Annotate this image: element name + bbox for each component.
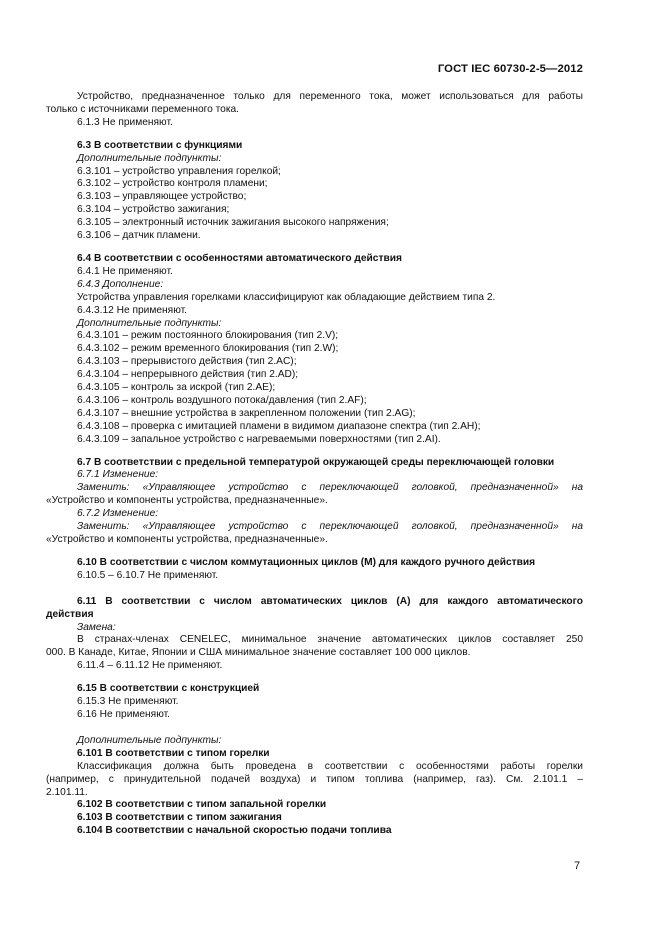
page-content	[46, 91, 583, 838]
replacement-label: Замена:	[77, 621, 116, 633]
section-6-101-title: 6.101 В соответствии с типом горелки	[77, 747, 270, 759]
replacement-text-a: В странах-членах CENELEC, минимальное значение автоматических циклов составляет 250	[77, 634, 583, 646]
clause-6-4-3-12: 6.4.3.12 Не применяют.	[77, 304, 187, 316]
list-item: 6.4.3.108 – проверка с имитацией пламени в видимом диапазоне спектра (тип 2.AH);	[77, 420, 481, 432]
clause-6-11-note: 6.11.4 – 6.11.12 Не применяют.	[77, 660, 223, 672]
list-item: 6.4.3.106 – контроль воздушного потока/давления (тип 2.AF);	[77, 394, 367, 406]
replace-text-2b: «Устройство и компоненты устройства, предназначенные».	[46, 534, 328, 545]
section-6-10-title: 6.10 В соответствии с числом коммутационных циклов (M) для каждого ручного действия	[77, 556, 536, 568]
list-item: 6.4.3.109 – запальное устройство с нагреваемыми поверхностями (тип 2.AI).	[77, 433, 441, 445]
list-item: 6.4.3.107 – внешние устройства в закрепленном положении (тип 2.AG);	[77, 407, 416, 419]
clause-6-15-3: 6.15.3 Не применяют.	[77, 696, 179, 708]
list-item: 6.4.3.103 – прерывистого действия (тип 2.AC);	[77, 356, 297, 368]
clause-6-4-3: 6.4.3 Дополнение:	[77, 278, 164, 290]
list-item: 6.4.3.104 – непрерывного действия (тип 2.AD);	[77, 369, 299, 381]
section-6-101-text-b: (например, с принудительной подачей воздуха) и типом топлива (например, газ). См. 2.101.1 –	[46, 773, 583, 785]
clause-6-16: 6.16 Не применяют.	[77, 708, 170, 720]
section-6-3-title: 6.3 В соответствии с функциями	[77, 139, 243, 151]
clause-6-7-2: 6.7.2 Изменение:	[77, 508, 159, 520]
section-6-3-subtitle: Дополнительные подпункты:	[77, 152, 222, 164]
standard-id-header: ГОСТ IEC 60730-2-5—2012	[437, 63, 583, 75]
section-6-4-title: 6.4 В соответствии с особенностями автоматического действия	[77, 252, 402, 264]
intro-line-1: Устройство, предназначенное только для переменного тока, может использоваться для работы	[77, 91, 583, 102]
additional-subtitle: Дополнительные подпункты:	[77, 734, 222, 746]
list-item: 6.4.3.102 – режим временного блокирования (тип 2.W);	[77, 343, 339, 355]
list-item: 6.4.3.105 – контроль за искрой (тип 2.AE);	[77, 382, 276, 394]
clause-6-1-3: 6.1.3 Не применяют.	[77, 116, 173, 128]
section-6-7-title: 6.7 В соответствии с предельной температурой окружающей среды переключающей головки	[77, 456, 555, 468]
replacement-text-b: 000. В Канаде, Китае, Японии и США минимальное значение составляет 100 000 циклов.	[46, 647, 471, 659]
section-6-104-title: 6.104 В соответствии с начальной скоростью подачи топлива	[77, 825, 392, 837]
list-item: 6.3.101 – устройство управления горелкой;	[77, 165, 281, 177]
list-item: 6.4.3.101 – режим постоянного блокирования (тип 2.V);	[77, 330, 339, 342]
section-6-11-title-a: 6.11 В соответствии с числом автоматических циклов (A) для каждого автоматического	[77, 595, 583, 607]
section-6-11-title-b: действия	[46, 608, 94, 620]
list-item: 6.3.104 – устройство зажигания;	[77, 204, 230, 216]
list-item: 6.3.105 – электронный источник зажигания высокого напряжения;	[77, 217, 389, 229]
intro-line-2: только с источниками переменного тока.	[46, 103, 239, 115]
clause-6-4-1: 6.4.1 Не применяют.	[77, 265, 173, 277]
section-6-101-text-a: Классификация должна быть проведена в соответствии с особенностями работы горелки	[77, 760, 583, 772]
clause-6-10-note: 6.10.5 – 6.10.7 Не применяют.	[77, 569, 219, 581]
section-6-103-title: 6.103 В соответствии с типом зажигания	[77, 812, 282, 824]
section-6-102-title: 6.102 В соответствии с типом запальной горелки	[77, 799, 327, 811]
clause-6-7-1: 6.7.1 Изменение:	[77, 469, 159, 481]
section-6-4-subtitle: Дополнительные подпункты:	[77, 317, 222, 329]
page-number: 7	[574, 860, 581, 872]
list-item: 6.3.103 – управляющее устройство;	[77, 191, 247, 203]
section-6-15-title: 6.15 В соответствии с конструкцией	[77, 683, 260, 695]
section-6-101-text-c: 2.101.11.	[46, 786, 88, 798]
list-item: 6.3.106 – датчик пламени.	[77, 230, 201, 242]
replace-text-1b: «Устройство и компоненты устройства, предназначенные».	[46, 495, 328, 507]
replace-text-2a: Заменить: «Управляющее устройство с переключающей головкой, предназначенной» на	[77, 521, 583, 533]
list-item: 6.3.102 – устройство контроля пламени;	[77, 178, 268, 190]
classification-text: Устройства управления горелками классифицируют как обладающие действием типа 2.	[77, 291, 496, 303]
replace-text-1a: Заменить: «Управляющее устройство с переключающей головкой, предназначенной» на	[77, 482, 583, 494]
